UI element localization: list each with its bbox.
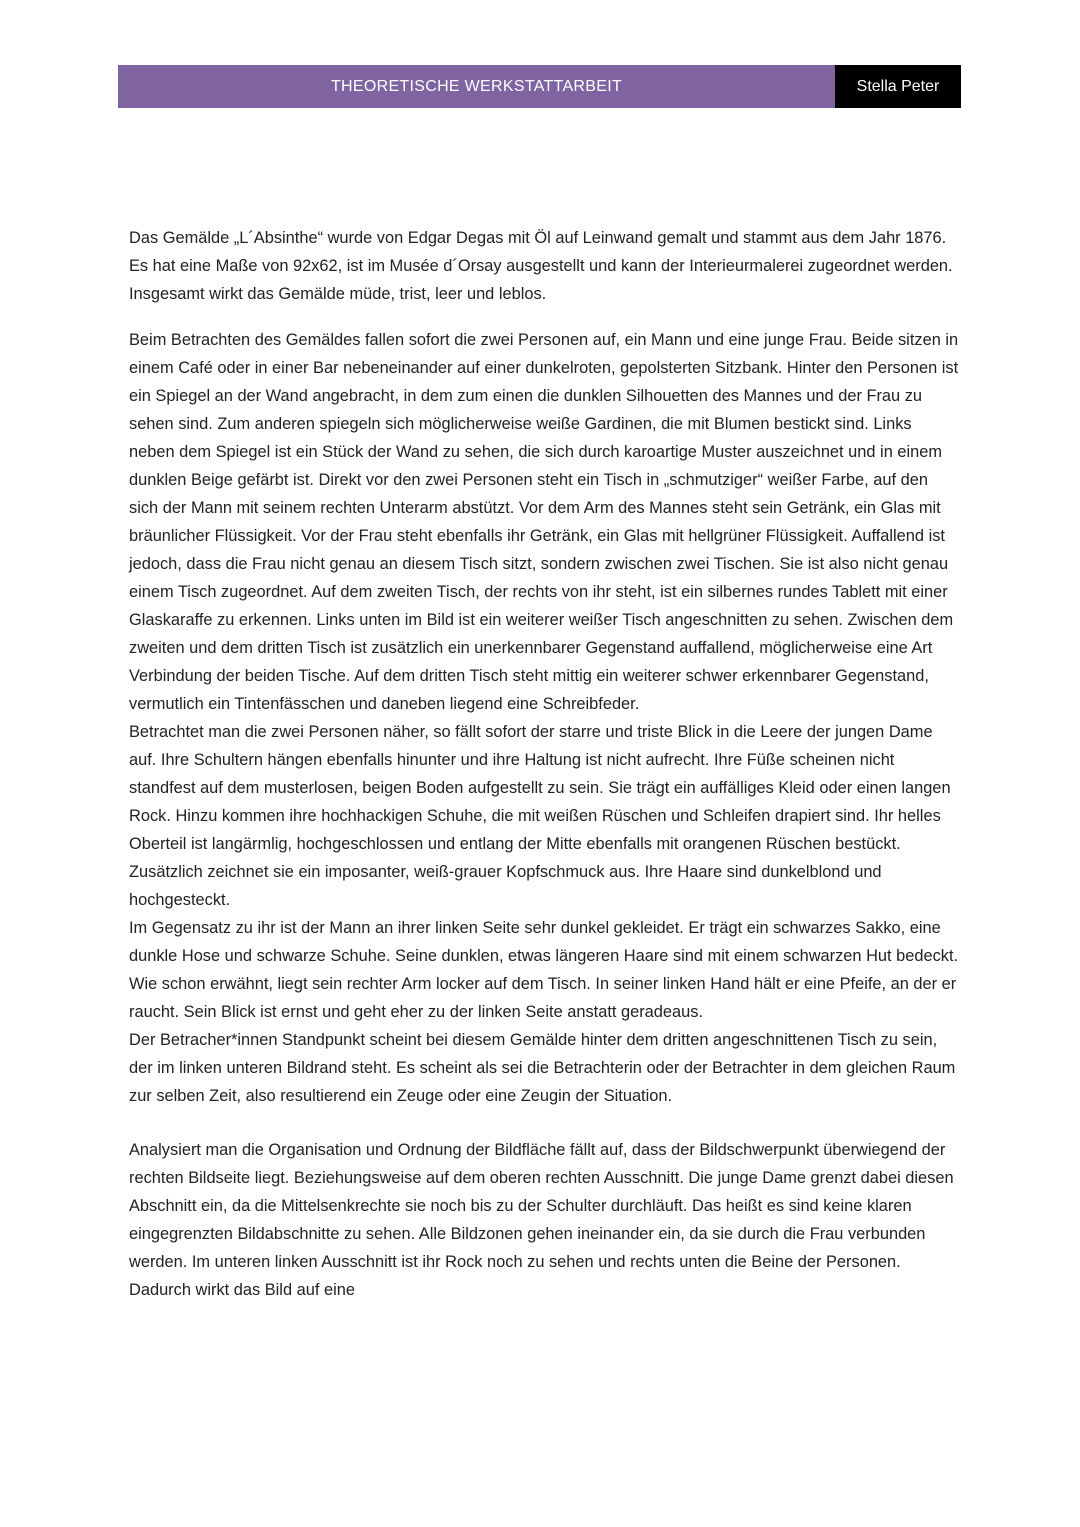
header-title: THEORETISCHE WERKSTATTARBEIT <box>118 65 835 108</box>
document-body <box>129 224 961 1304</box>
paragraph-woman: Betrachtet man die zwei Personen näher, so fällt sofort der starre und triste Blick in die Leere der jungen Dame auf. Ihre Schultern hängen ebenfalls hinunter und ihre Haltung ist nicht aufrecht. Ihre Füße scheinen nicht standfest auf dem musterlosen, beigen Boden aufgestellt zu sein. Sie trägt ein auffälliges Kleid oder einen langen Rock. Hinzu kommen ihre hochhackigen Schuhe, die mit weißen Rüschen und Schleifen drapiert sind. Ihr helles Oberteil ist langärmlig, hochgeschlossen und entlang der Mitte ebenfalls mit orangenen Rüschen bestückt. Zusätzlich zeichnet sie ein imposanter, weiß-grauer Kopfschmuck aus. Ihre Haare sind dunkelblond und hochgesteckt. <box>129 723 951 909</box>
paragraph-composition: Analysiert man die Organisation und Ordnung der Bildfläche fällt auf, dass der Bildschwerpunkt überwiegend der rechten Bildseite liegt. Beziehungsweise auf dem oberen rechten Ausschnitt. Die junge Dame grenzt dabei diesen Abschnitt ein, da die Mittelsenkrechte sie noch bis zu der Schulter durchläuft. Das heißt es sind keine klaren eingegrenzten Bildabschnitte zu sehen. Alle Bildzonen gehen ineinander ein, da sie durch die Frau verbunden werden. Im unteren linken Ausschnitt ist ihr Rock noch zu sehen und rechts unten die Beine der Personen. Dadurch wirkt das Bild auf eine <box>129 1141 954 1299</box>
paragraph-description: Beim Betrachten des Gemäldes fallen sofort die zwei Personen auf, ein Mann und eine junge Frau. Beide sitzen in einem Café oder in einer Bar nebeneinander auf einer dunkelroten, gepolsterten Sitzbank. Hinter den Personen ist ein Spiegel an der Wand angebracht, in dem zum einen die dunklen Silhouetten des Mannes und der Frau zu sehen sind. Zum anderen spiegeln sich möglicherweise weiße Gardinen, die mit Blumen bestickt sind. Links neben dem Spiegel ist ein Stück der Wand zu sehen, die sich durch karoartige Muster auszeichnet und in einem dunklen Beige gefärbt ist. Direkt vor den zwei Personen steht ein Tisch in „schmutziger“ weißer Farbe, auf den sich der Mann mit seinem rechten Unterarm abstützt. Vor dem Arm des Mannes steht sein Getränk, ein Glas mit bräunlicher Flüssigkeit. Vor der Frau steht ebenfalls ihr Getränk, ein Glas mit hellgrüner Flüssigkeit. Auffallend ist jedoch, dass die Frau nicht genau an diesem Tisch sitzt, sondern zwischen zwei Tischen. Sie ist also nicht genau einem Tisch zugeordnet. Auf dem zweiten Tisch, der rechts von ihr steht, ist ein silbernes rundes Tablett mit einer Glaskaraffe zu erkennen. Links unten im Bild ist ein weiterer weißer Tisch angeschnitten zu sehen. Zwischen dem zweiten und dem dritten Tisch ist zusätzlich ein unerkennbarer Gegenstand auffallend, möglicherweise eine Art Verbindung der beiden Tische. Auf dem dritten Tisch steht mittig ein weiterer schwer erkennbarer Gegenstand, vermutlich ein Tintenfässchen und daneben liegend eine Schreibfeder. <box>129 331 959 713</box>
page-header <box>118 65 961 108</box>
header-author: Stella Peter <box>835 65 961 108</box>
paragraph-man: Im Gegensatz zu ihr ist der Mann an ihrer linken Seite sehr dunkel gekleidet. Er trägt ein schwarzes Sakko, eine dunkle Hose und schwarze Schuhe. Seine dunklen, etwas längeren Haare sind mit einem schwarzen Hut bedeckt. Wie schon erwähnt, liegt sein rechter Arm locker auf dem Tisch. In seiner linken Hand hält er eine Pfeife, an der er raucht. Sein Blick ist ernst und geht eher zu der linken Seite anstatt geradeaus. <box>129 919 959 1021</box>
paragraph-intro: Das Gemälde „L´Absinthe“ wurde von Edgar Degas mit Öl auf Leinwand gemalt und stammt aus dem Jahr 1876. Es hat eine Maße von 92x62, ist im Musée d´Orsay ausgestellt und kann der Interieurmalerei zugeordnet werden. Insgesamt wirkt das Gemälde müde, trist, leer und leblos. <box>129 229 953 303</box>
paragraph-viewpoint: Der Betracher*innen Standpunkt scheint bei diesem Gemälde hinter dem dritten angeschnittenen Tisch zu sein, der im linken unteren Bildrand steht. Es scheint als sei die Betrachterin oder der Betrachter in dem gleichen Raum zur selben Zeit, also resultierend ein Zeuge oder eine Zeugin der Situation. <box>129 1031 956 1105</box>
